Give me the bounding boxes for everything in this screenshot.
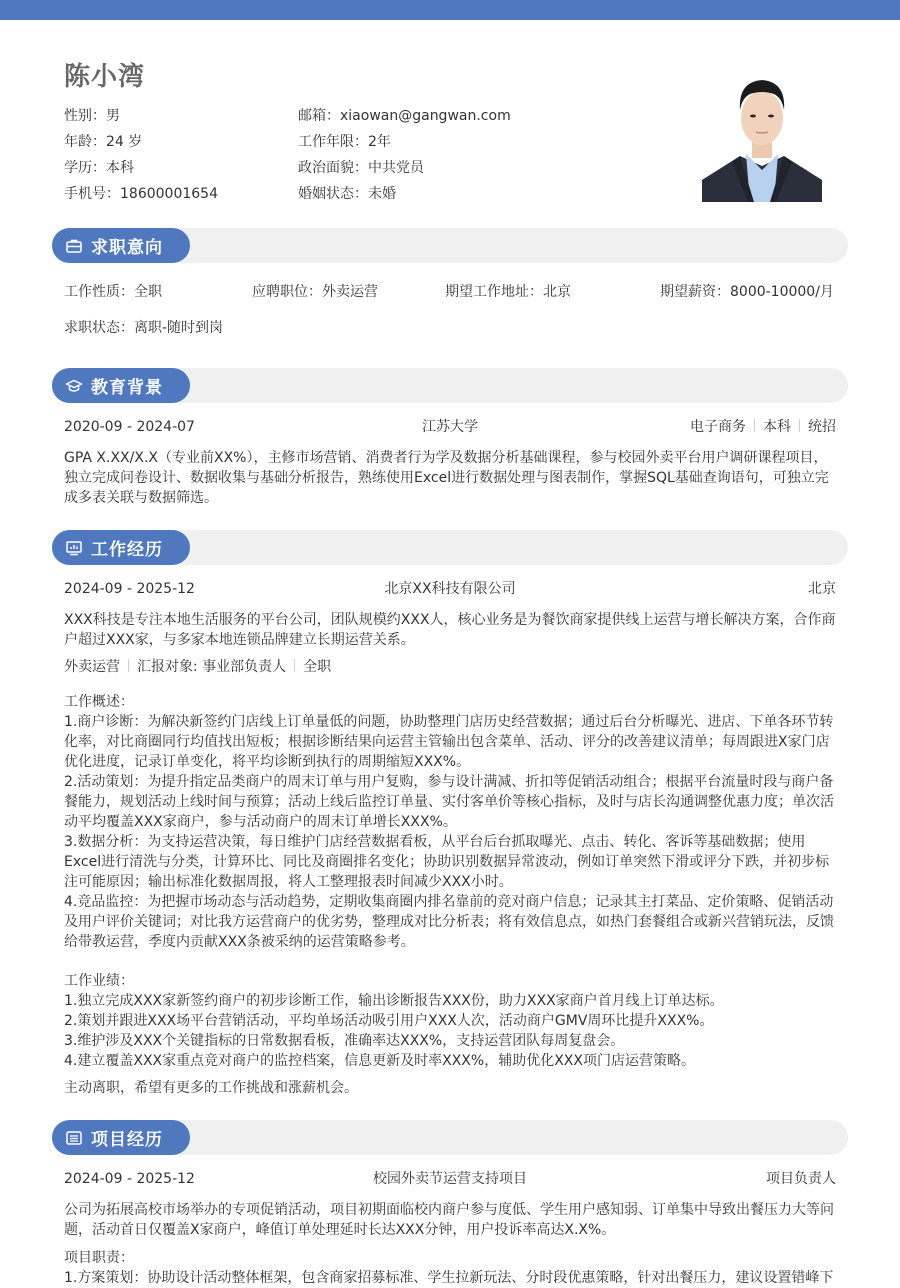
divider xyxy=(128,659,129,672)
project-period: 2024-09 - 2025-12 xyxy=(64,1171,195,1187)
person-portrait-icon xyxy=(702,70,822,202)
work-tags xyxy=(64,657,838,677)
intent-salary: 期望薪资：8000-10000/月 xyxy=(660,284,834,300)
project-duties: 项目职责： 1.方案策划：协助设计活动整体框架，包含商家招募标准、学生拉新玩法、分时段优惠策略，针对出餐压力，建议设置错峰下 xyxy=(64,1248,838,1288)
info-phone: 手机号：18600001654 xyxy=(64,186,218,202)
project-description: 公司为拓展高校市场举办的专项促销活动，项目初期面临校内商户参与度低、学生用户感知弱、订单集中导致出餐压力大等问 题，活动首日仅覆盖X家商户，峰值订单处理延时长达XXX分钟，用户投诉率高达X.X%。 xyxy=(64,1202,834,1238)
intent-status: 求职状态：离职-随时到岗 xyxy=(64,320,224,336)
section-header-education xyxy=(52,368,848,403)
overview-title: 工作概述： xyxy=(64,694,134,710)
profile-photo xyxy=(702,70,822,202)
education-degree: 本科 xyxy=(763,419,791,435)
education-row xyxy=(64,417,836,437)
section-header-intent xyxy=(52,228,848,263)
divider xyxy=(799,419,800,432)
education-period: 2020-09 - 2024-07 xyxy=(64,419,195,435)
info-age: 年龄：24 岁 xyxy=(64,134,143,150)
achievements-title: 工作业绩： xyxy=(64,973,134,989)
email-link[interactable]: xiaowan@gangwan.com xyxy=(340,108,511,124)
work-overview: 工作概述： 1.商户诊断：为解决新签约门店线上订单量低的问题，协助整理门店历史经营数据；通过后台分析曝光、进店、下单各环节转 化率，对比商圈同行均值找出短板；根据诊断结果向运营主管输出包含菜单、活动、评分的改善建议清单；每周跟进X家门店 优化进度，记录订单变化，将平均诊断到执行的周期缩短XXX%。 2.活动策划：为提升指定品类商户的周末订单与用户复购，参与设计满减、折扣等促销活动组合；根据平台流量时段与商户备 餐能力，规划活动上线时间与预算；活动上线后监控订单量、实付客单价等核心指标，及时与店长沟通调整优惠力度；单次活 动平均覆盖XXX家商户，参与活动商户的周末订单增长XXX%。 3.数据分析：为支持运营决策，每日维护门店经营数据看板，从平台后台抓取曝光、点击、转化、客诉等基础数据；使用 Excel进行清洗与分类，计算环比、同比及商圈排名变化；协助识别数据异常波动，例如订单突然下滑或评分下跌，并初步标 注可能原因；输出标准化数据周报，将人工整理报表时间减少XXX小时。 4.竞品监控：为把握市场动态与活动趋势，定期收集商圈内排名靠前的竞对商户信息；记录其主打菜品、定价策略、促销活动 及用户评价关键词；对比我方运营商户的优劣势，整理成对比分析表；将有效信息点，如热门套餐组合或新兴营销玩法，反馈 给带教运营，季度内贡献XXX条被采纳的运营策略参考。 xyxy=(64,692,838,952)
info-education: 学历：本科 xyxy=(64,160,134,176)
education-major: 电子商务 xyxy=(690,419,746,435)
intent-job-type: 工作性质：全职 xyxy=(64,284,162,300)
work-row xyxy=(64,579,836,599)
section-pill-project xyxy=(52,1120,190,1155)
info-marital-status: 婚姻状态：未婚 xyxy=(298,186,396,202)
work-company: 北京XX科技有限公司 xyxy=(384,581,516,597)
candidate-name: 陈小湾 xyxy=(64,62,146,92)
section-header-work xyxy=(52,530,848,565)
education-details xyxy=(690,417,836,437)
info-gender: 性别：男 xyxy=(64,108,120,124)
info-political-status: 政治面貌：中共党员 xyxy=(298,160,424,176)
section-pill-work xyxy=(52,530,190,565)
education-type: 统招 xyxy=(808,419,836,435)
intent-position: 应聘职位：外卖运营 xyxy=(252,284,378,300)
section-title: 教育背景 xyxy=(91,378,163,398)
divider xyxy=(294,659,295,672)
list-icon xyxy=(65,1129,83,1147)
section-title: 工作经历 xyxy=(91,540,163,560)
divider xyxy=(754,419,755,432)
work-tag: 外卖运营 xyxy=(64,659,120,675)
project-role: 项目负责人 xyxy=(766,1171,836,1187)
project-name: 校园外卖节运营支持项目 xyxy=(373,1171,527,1187)
work-tag: 全职 xyxy=(303,659,332,675)
info-work-years: 工作年限：2年 xyxy=(298,134,391,150)
work-period: 2024-09 - 2025-12 xyxy=(64,581,195,597)
section-header-project xyxy=(52,1120,848,1155)
duty-title: 项目职责： xyxy=(64,1250,134,1266)
graduation-cap-icon xyxy=(65,377,83,395)
project-row xyxy=(64,1169,836,1189)
section-title: 项目经历 xyxy=(91,1130,163,1150)
work-tag: 汇报对象: 事业部负责人 xyxy=(137,659,287,675)
education-school: 江苏大学 xyxy=(422,419,478,435)
work-achievements: 工作业绩： 1.独立完成XXX家新签约商户的初步诊断工作，输出诊断报告XXX份，助力XXX家商户首月线上订单达标。 2.策划并跟进XXX场平台营销活动，平均单场活动吸引用户XXX人次，活动商户GMV周环比提升XXX%。 3.维护涉及XXX个关键指标的日常数据看板，准确率达XXX%，支持运营团队每周复盘会。 4.建立覆盖XXX家重点竞对商户的监控档案，信息更新及时率XXX%，辅助优化XXX项门店运营策略。 xyxy=(64,971,838,1071)
info-email: 邮箱：xiaowan@gangwan.com xyxy=(298,108,511,124)
section-title: 求职意向 xyxy=(91,238,163,258)
education-description: GPA X.XX/X.X（专业前XX%），主修市场营销、消费者行为学及数据分析基础课程，参与校园外卖平台用户调研课程项目， 独立完成问卷设计、数据收集与基础分析报告，熟练使用Excel进行数据处理与图表制作，掌握SQL基础查询语句，可独立完 成多表关联与数据筛选。 xyxy=(64,450,829,506)
work-location: 北京 xyxy=(808,581,836,597)
section-pill-intent xyxy=(52,228,190,263)
top-accent-bar xyxy=(0,0,900,20)
intent-location: 期望工作地址：北京 xyxy=(445,284,571,300)
company-description: XXX科技是专注本地生活服务的平台公司，团队规模约XXX人，核心业务是为餐饮商家提供线上运营与增长解决方案，合作商 户超过XXX家，与多家本地连锁品牌建立长期运营关系。 xyxy=(64,612,836,648)
briefcase-icon xyxy=(65,237,83,255)
presentation-icon xyxy=(65,539,83,557)
section-pill-education xyxy=(52,368,190,403)
leave-reason: 主动离职，希望有更多的工作挑战和涨薪机会。 xyxy=(64,1080,358,1096)
